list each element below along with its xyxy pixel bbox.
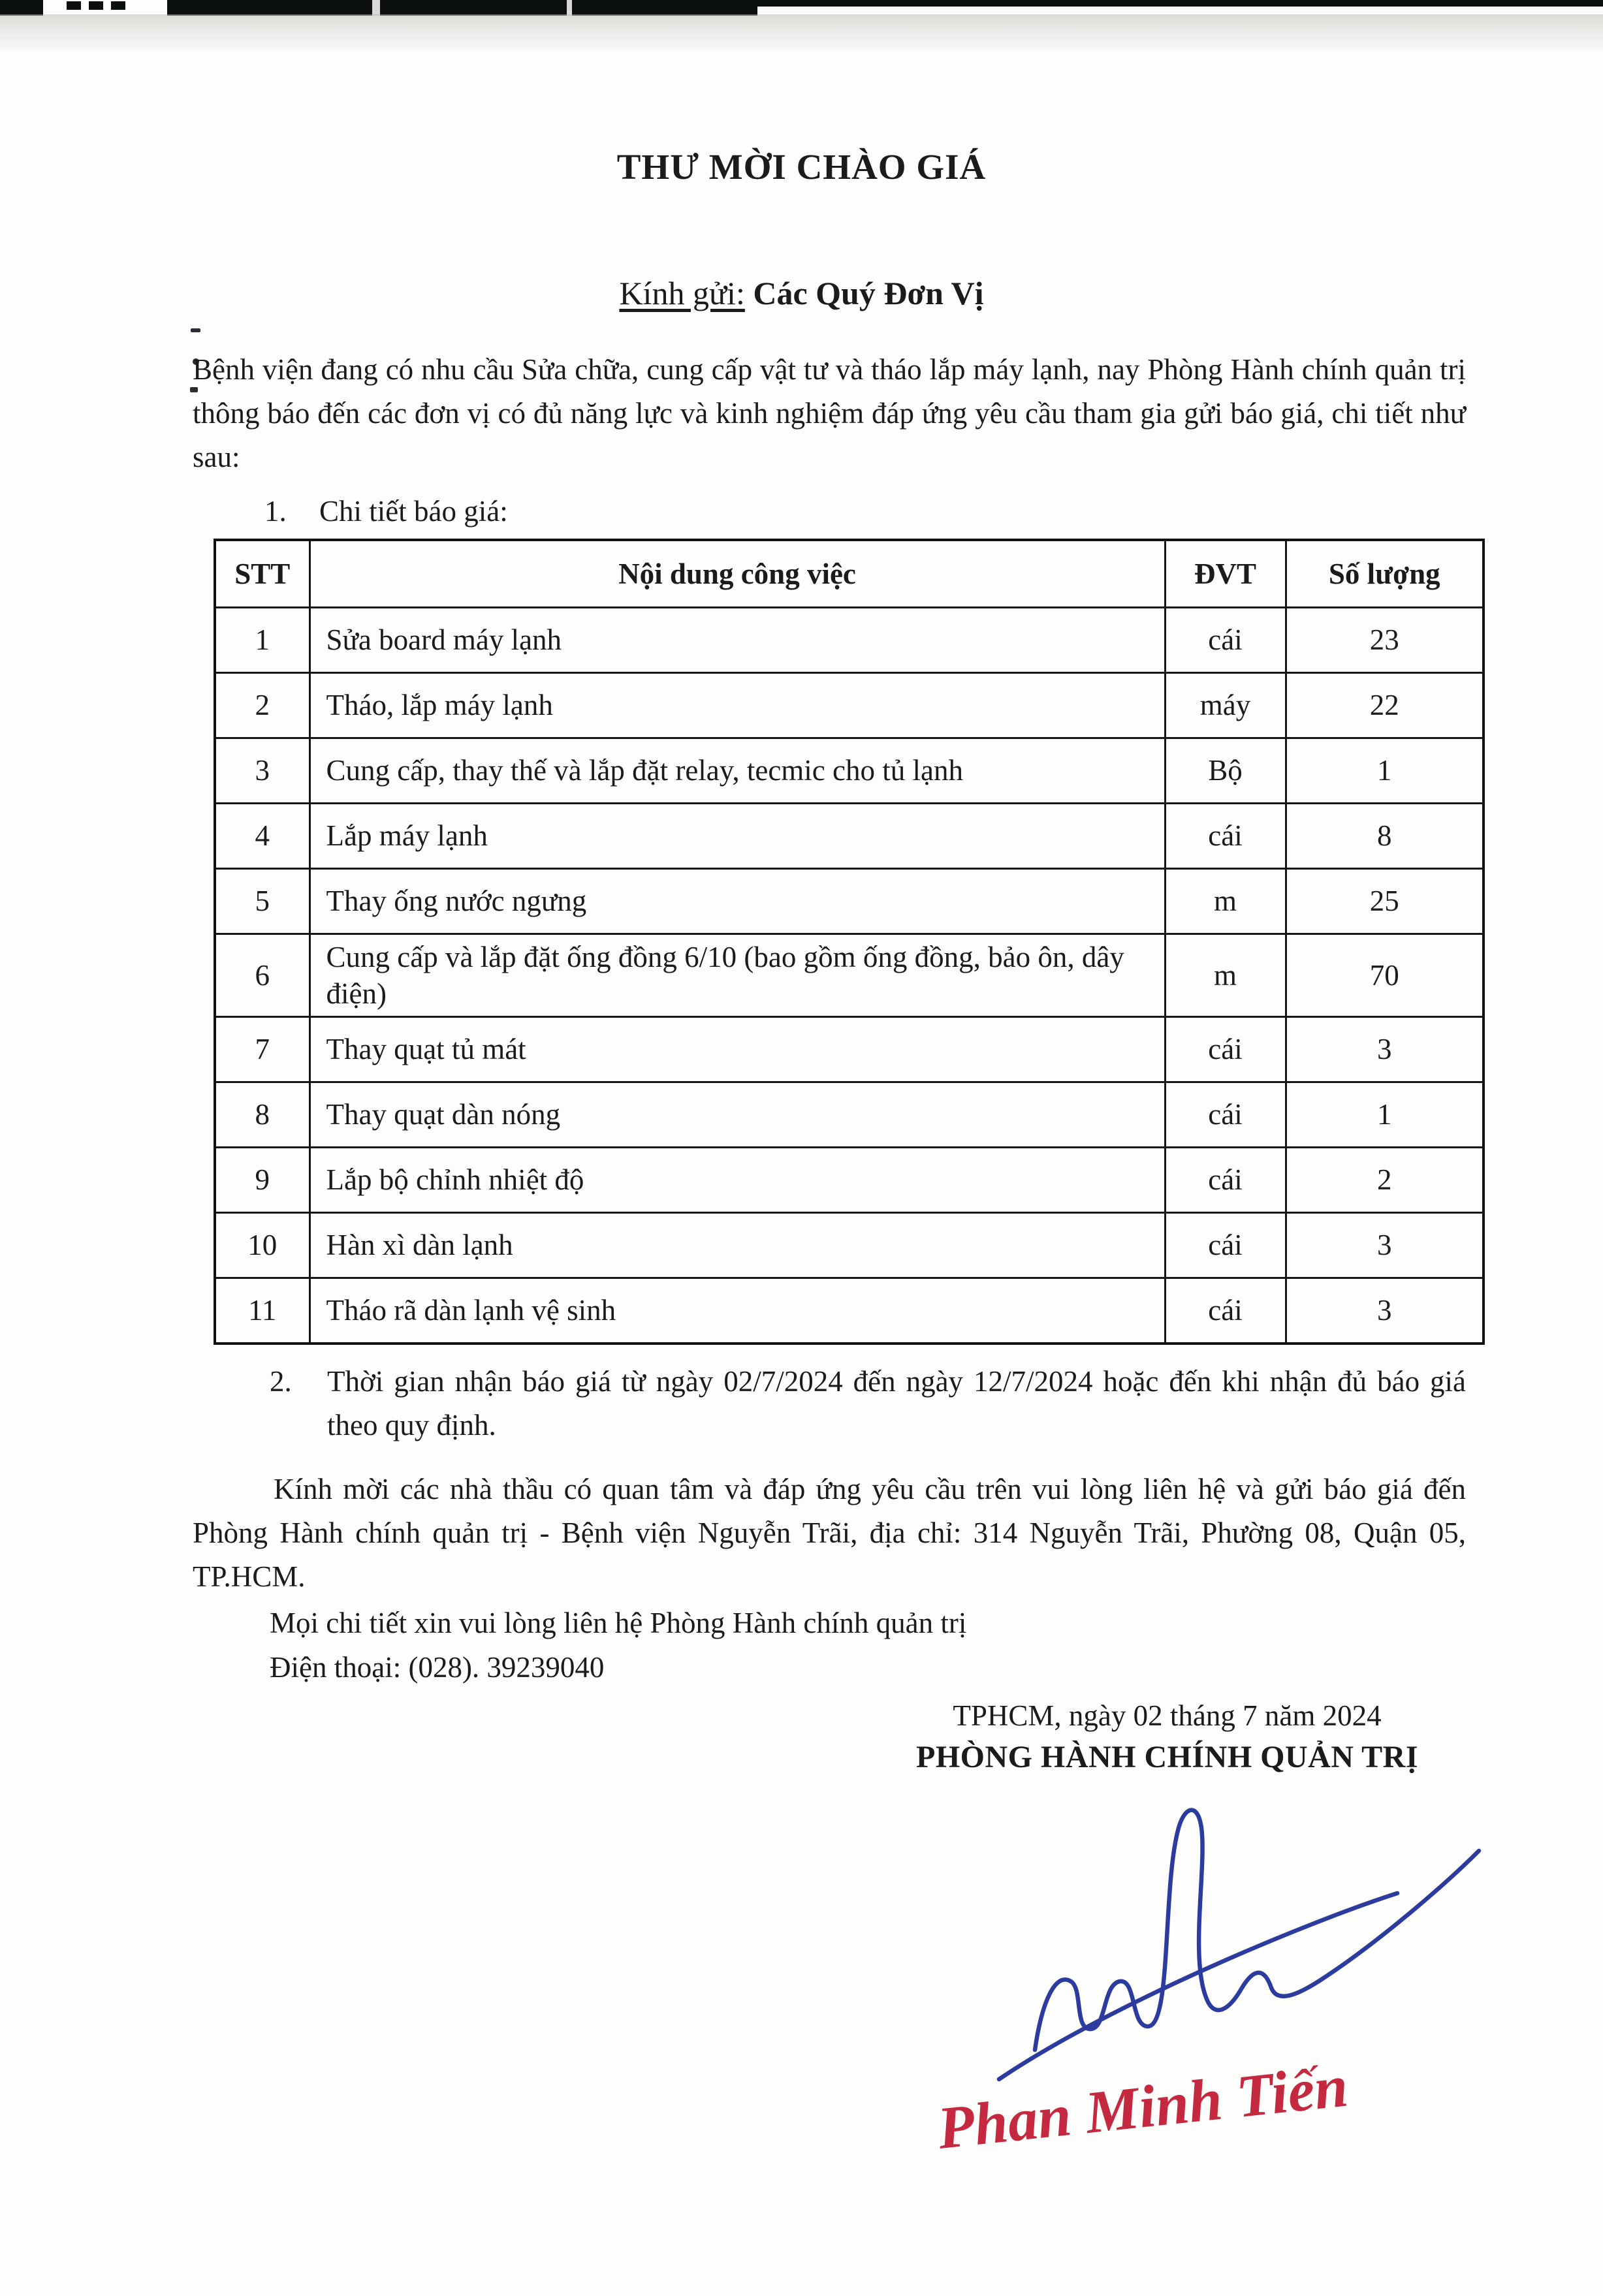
unit-cell: cái [1165,1082,1286,1148]
qty-cell: 23 [1286,607,1484,672]
salutation-recipient: Các Quý Đơn Vị [753,275,984,311]
unit-cell: m [1165,934,1286,1017]
qty-cell: 3 [1286,1213,1484,1278]
unit-cell: cái [1165,1017,1286,1082]
qty-cell: 1 [1286,738,1484,803]
qty-cell: 25 [1286,868,1484,934]
signature-stroke [1035,1810,1479,2050]
table-row [215,1148,1484,1213]
stt-cell: 4 [215,803,309,868]
header-qty: Số lượng [1286,540,1484,607]
header-work: Nội dung công việc [309,540,1165,607]
header-stt: STT [215,540,309,607]
stt-cell: 8 [215,1082,309,1148]
qty-cell: 3 [1286,1017,1484,1082]
stt-cell: 2 [215,672,309,738]
list-item-1-text: Chi tiết báo giá: [319,495,508,527]
scan-band-dash [67,1,81,10]
intro-paragraph: Bệnh viện đang có nhu cầu Sửa chữa, cung cấp vật tư và tháo lắp máy lạnh, nay Phòng Hành chính quản trị thông báo đến các đơn vị có đủ năng lực và kinh nghiệm đáp ứng yêu cầu tham gia gửi báo giá, chi tiết như sau: [193,353,1466,473]
table-row [215,1278,1484,1344]
table-row [215,1082,1484,1148]
scan-band-dash [89,1,103,10]
list-item-1-number: 1. [264,495,287,527]
work-cell: Thay quạt tủ mát [309,1017,1165,1082]
table-row [215,934,1484,1017]
table-row [215,607,1484,672]
table-row [215,672,1484,738]
table-row [215,1017,1484,1082]
stt-cell: 9 [215,1148,309,1213]
qty-cell: 70 [1286,934,1484,1017]
qty-cell: 22 [1286,672,1484,738]
scan-shadow [0,14,1603,54]
invitation-paragraph: Kính mời các nhà thầu có quan tâm và đáp ứng yêu cầu trên vui lòng liên hệ và gửi báo giá đến Phòng Hành chính quản trị - Bệnh viện Nguyễn Trãi, địa chỉ: 314 Nguyễn Trãi, Phường 08, Quận 05, TP.HCM. [193,1473,1466,1593]
unit-cell: cái [1165,803,1286,868]
unit-cell: cái [1165,1213,1286,1278]
scan-top-band-right [757,0,1603,7]
work-cell: Lắp máy lạnh [309,803,1165,868]
department-line: PHÒNG HÀNH CHÍNH QUẢN TRỊ [916,1740,1418,1774]
unit-cell: cái [1165,1148,1286,1213]
header-unit: ĐVT [1165,540,1286,607]
scan-band-dash [111,1,125,10]
table-header-row [215,540,1484,607]
date-line: TPHCM, ngày 02 tháng 7 năm 2024 [953,1699,1382,1732]
qty-cell: 2 [1286,1148,1484,1213]
work-cell: Hàn xì dàn lạnh [309,1213,1165,1278]
unit-cell: máy [1165,672,1286,738]
unit-cell: cái [1165,607,1286,672]
quote-table-body [215,607,1484,1344]
stt-cell: 3 [215,738,309,803]
stt-cell: 11 [215,1278,309,1344]
table-row [215,1213,1484,1278]
scan-margin-mark [191,328,200,332]
stt-cell: 10 [215,1213,309,1278]
table-row [215,868,1484,934]
page-title: THƯ MỜI CHÀO GIÁ [616,147,987,187]
qty-cell: 3 [1286,1278,1484,1344]
unit-cell: Bộ [1165,738,1286,803]
qty-cell: 8 [1286,803,1484,868]
work-cell: Tháo, lắp máy lạnh [309,672,1165,738]
list-item-2 [270,1360,1466,1447]
stt-cell: 7 [215,1017,309,1082]
quotation-table [214,539,1485,1345]
unit-cell: cái [1165,1278,1286,1344]
unit-cell: m [1165,868,1286,934]
stt-cell: 1 [215,607,309,672]
stt-cell: 6 [215,934,309,1017]
signer-name: Phan Minh Tiến [934,2052,1351,2162]
work-cell: Cung cấp và lắp đặt ống đồng 6/10 (bao gồm ống đồng, bảo ôn, dây điện) [309,934,1165,1017]
work-cell: Cung cấp, thay thế và lắp đặt relay, tecmic cho tủ lạnh [309,738,1165,803]
table-row [215,803,1484,868]
work-cell: Thay quạt dàn nóng [309,1082,1165,1148]
salutation-line [0,274,1603,312]
list-item-2-number: 2. [270,1365,292,1398]
signature-block [862,1699,1472,1775]
work-cell: Thay ống nước ngưng [309,868,1165,934]
work-cell: Tháo rã dàn lạnh vệ sinh [309,1278,1165,1344]
salutation-label: Kính gửi: [619,275,745,311]
work-cell: Lắp bộ chỉnh nhiệt độ [309,1148,1165,1213]
stt-cell: 5 [215,868,309,934]
phone-line: Điện thoại: (028). 39239040 [270,1651,605,1684]
table-row [215,738,1484,803]
contact-line: Mọi chi tiết xin vui lòng liên hệ Phòng Hành chính quản trị [270,1607,967,1639]
handwritten-signature [947,1789,1502,2089]
list-item-1 [264,494,508,528]
list-item-2-text: Thời gian nhận báo giá từ ngày 02/7/2024 đến ngày 12/7/2024 hoặc đến khi nhận đủ báo giá theo quy định. [327,1365,1466,1441]
qty-cell: 1 [1286,1082,1484,1148]
work-cell: Sửa board máy lạnh [309,607,1165,672]
